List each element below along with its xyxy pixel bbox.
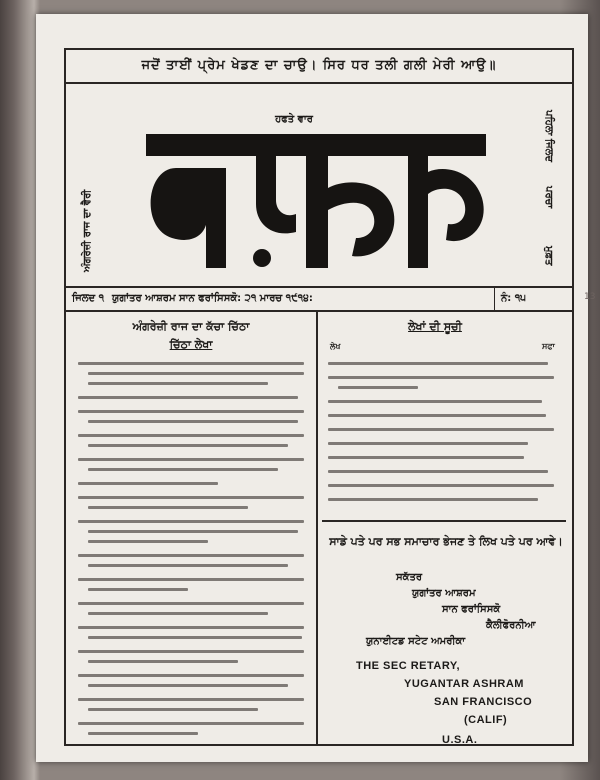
toc-entry (328, 400, 542, 403)
text-line (88, 732, 198, 735)
text-line (88, 708, 258, 711)
text-line (78, 362, 304, 365)
toc-entry (328, 442, 528, 445)
text-line (88, 612, 268, 615)
text-line (78, 698, 304, 701)
english-secretary: THE SEC RETARY, (356, 660, 461, 672)
contents-rule (322, 520, 566, 522)
right-side-text-a: ਪਹਿਲਾ ਜਿਲਦ (543, 110, 554, 163)
toc-left-label: ਲੇਖ (330, 342, 341, 351)
masthead-title (146, 128, 486, 278)
text-line (88, 530, 298, 533)
signature-country: ਯੁਨਾਈਟਡ ਸਟੇਟ ਅਮਰੀਕਾ (366, 636, 466, 647)
text-line (78, 496, 304, 499)
text-line (78, 626, 304, 629)
right-side-text-b: ਪਰਚਾ (543, 186, 554, 209)
text-line (78, 396, 298, 399)
text-line (88, 506, 248, 509)
text-line (78, 482, 218, 485)
text-line (88, 468, 278, 471)
issue-number: ਜਿਲਦ ੧ (72, 293, 105, 304)
text-line (88, 684, 288, 687)
toc-right-label: ਸਫਾ (542, 342, 555, 351)
signature-secretary: ਸਕੱਤਰ (396, 572, 423, 583)
text-line (78, 458, 304, 461)
english-state: (CALIF) (464, 714, 508, 726)
text-line (88, 372, 304, 375)
left-column-heading: ਅੰਗਰੇਜ਼ੀ ਰਾਜ ਦਾ ਕੱਚਾ ਚਿੱਠਾ (132, 320, 250, 333)
text-line (78, 602, 304, 605)
left-column-subheading: ਚਿੱਠਾ ਲੇਖਾ (169, 338, 213, 351)
text-line (78, 434, 304, 437)
text-line (78, 554, 304, 557)
contents-heading: ਲੇਖਾਂ ਦੀ ਸੂਚੀ (408, 320, 462, 333)
toc-entry (338, 386, 418, 389)
toc-entry (328, 498, 538, 501)
signature-ashram: ਯੁਗਾਂਤਰ ਆਸ਼ਰਮ (412, 588, 476, 599)
text-line (78, 722, 304, 725)
text-line (88, 540, 208, 543)
motto-banner: ਜਦੋਂ ਤਾਈਂ ਪ੍ਰੇਮ ਖੇਡਣ ਦਾ ਚਾਉ। ਸਿਰ ਧਰ ਤਲੀ ਗਲੀ ਮੇਰੀ ਆਉ॥ (66, 50, 572, 84)
toc-entry (328, 456, 524, 459)
toc-entry (328, 362, 548, 365)
toc-entry (328, 376, 554, 379)
right-side-text-c: ਮੁਫ਼ਤ (543, 246, 554, 266)
text-line (78, 410, 304, 413)
english-ashram: YUGANTAR ASHRAM (404, 678, 524, 690)
margin-marker: 13 (584, 292, 596, 302)
signature-state: ਕੈਲੀਫੋਰਨੀਆ (486, 620, 536, 631)
toc-entry (328, 414, 546, 417)
text-line (78, 674, 304, 677)
newspaper-page (36, 14, 596, 762)
left-side-text: ਅੰਗਰੇਜ਼ੀ ਰਾਜ ਦਾ ਵੈਰੀ (82, 189, 93, 272)
text-line (88, 444, 288, 447)
text-line (88, 636, 302, 639)
text-line (88, 420, 298, 423)
correspondence-note: ਸਾਡੇ ਪਤੇ ਪਰ ਸਭ ਸਮਾਚਾਰ ਭੇਜਣ ਤੇ ਲਿਖ ਪਤੇ ਪਰ ਆਵੇ। (329, 535, 563, 548)
english-city: SAN FRANCISCO (434, 696, 533, 708)
page-frame (64, 48, 574, 746)
address-date: ਯੁਗਾਂਤਰ ਆਸ਼ਰਮ ਸਾਨ ਫਰਾਂਸਿਸਕੋ: ੨੧ ਮਾਰਚ ੧੯੧੪: (112, 293, 313, 304)
english-country: U.S.A. (442, 734, 478, 746)
text-line (78, 650, 304, 653)
paper-number: ਨੰ: ੧੫ (494, 288, 526, 310)
text-line (88, 660, 238, 663)
issue-meta-bar (66, 286, 572, 312)
signature-city: ਸਾਨ ਫਰਾਂਸਿਸਕੋ (442, 604, 501, 615)
title-prefix: ਹਫਤੇ ਵਾਰ (275, 114, 313, 125)
text-line (78, 520, 304, 523)
toc-entry (328, 428, 554, 431)
text-line (88, 588, 188, 591)
toc-entry (328, 470, 548, 473)
text-line (78, 578, 304, 581)
text-line (88, 564, 288, 567)
toc-entry (328, 484, 554, 487)
column-divider (316, 312, 318, 744)
text-line (88, 382, 268, 385)
